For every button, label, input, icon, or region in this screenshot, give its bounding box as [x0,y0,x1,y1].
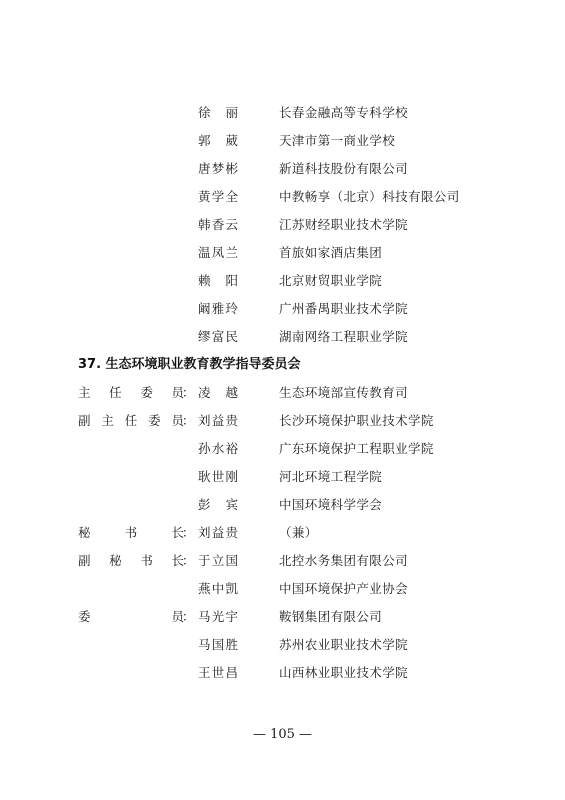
member-name: 徐 丽 [198,105,238,120]
member-row [0,102,565,124]
member-name: 马光宇 [198,609,238,624]
member-org: 新道科技股份有限公司 [279,161,409,176]
member-name: 赖 阳 [198,273,238,288]
member-row [0,298,565,320]
committee-row [0,410,565,432]
page-number: — 105 — [252,727,313,742]
member-org: 长沙环境保护职业技术学院 [279,413,434,428]
member-name: 韩香云 [198,217,238,232]
member-name: 孙水裕 [198,441,238,456]
member-name: 缪富民 [198,329,238,344]
committee-row [0,522,565,544]
member-org: 生态环境部宣传教育司 [279,385,409,400]
member-row [0,186,565,208]
member-name: 燕中凯 [198,581,238,596]
member-org: 中教畅享（北京）科技有限公司 [279,189,460,204]
member-row [0,214,565,236]
member-org: 广东环境保护工程职业学院 [279,441,434,456]
role-colon: ： [182,553,195,568]
member-org: 鞍钢集团有限公司 [279,609,383,624]
member-org: （兼） [279,525,318,540]
role-colon: ： [182,609,195,624]
role-colon: ： [182,413,195,428]
member-org: 江苏财经职业技术学院 [279,217,409,232]
role-label: 委员 [78,609,184,624]
member-name: 刘益贵 [198,525,238,540]
committee-row [0,662,565,684]
member-row [0,158,565,180]
committee-row [0,382,565,404]
role-label: 副秘书长 [78,553,184,568]
role-colon: ： [182,525,195,540]
member-org: 河北环境工程学院 [279,469,383,484]
member-name: 黄学全 [198,189,238,204]
member-name: 于立国 [198,553,238,568]
role-label: 副主任委员 [78,413,184,428]
member-name: 耿世刚 [198,469,238,484]
section-title: 37. 生态环境职业教育教学指导委员会 [78,357,301,372]
role-colon: ： [182,385,195,400]
member-name: 马国胜 [198,637,238,652]
member-row [0,130,565,152]
committee-row [0,578,565,600]
member-org: 中国环境保护产业协会 [279,581,409,596]
member-org: 北京财贸职业学院 [279,273,383,288]
committee-row [0,606,565,628]
member-org: 广州番禺职业技术学院 [279,301,409,316]
member-org: 山西林业职业技术学院 [279,665,409,680]
member-name: 王世昌 [198,665,238,680]
role-label: 主任委员 [78,385,184,400]
member-name: 凌 越 [198,385,238,400]
member-org: 湖南网络工程职业学院 [279,329,409,344]
member-org: 长春金融高等专科学校 [279,105,409,120]
committee-row [0,438,565,460]
committee-row [0,494,565,516]
committee-row [0,466,565,488]
member-org: 北控水务集团有限公司 [279,553,409,568]
member-name: 温凤兰 [198,245,238,260]
committee-row [0,634,565,656]
member-org: 中国环境科学学会 [279,497,383,512]
member-name: 刘益贵 [198,413,238,428]
member-row [0,270,565,292]
member-row [0,242,565,264]
member-name: 彭 宾 [198,497,238,512]
member-org: 首旅如家酒店集团 [279,245,383,260]
member-name: 郭 葳 [198,133,238,148]
member-row [0,326,565,348]
role-label: 秘书长 [78,525,184,540]
committee-row [0,550,565,572]
member-org: 苏州农业职业技术学院 [279,637,409,652]
member-name: 阚雅玲 [198,301,238,316]
member-org: 天津市第一商业学校 [279,133,396,148]
member-name: 唐梦彬 [198,161,238,176]
